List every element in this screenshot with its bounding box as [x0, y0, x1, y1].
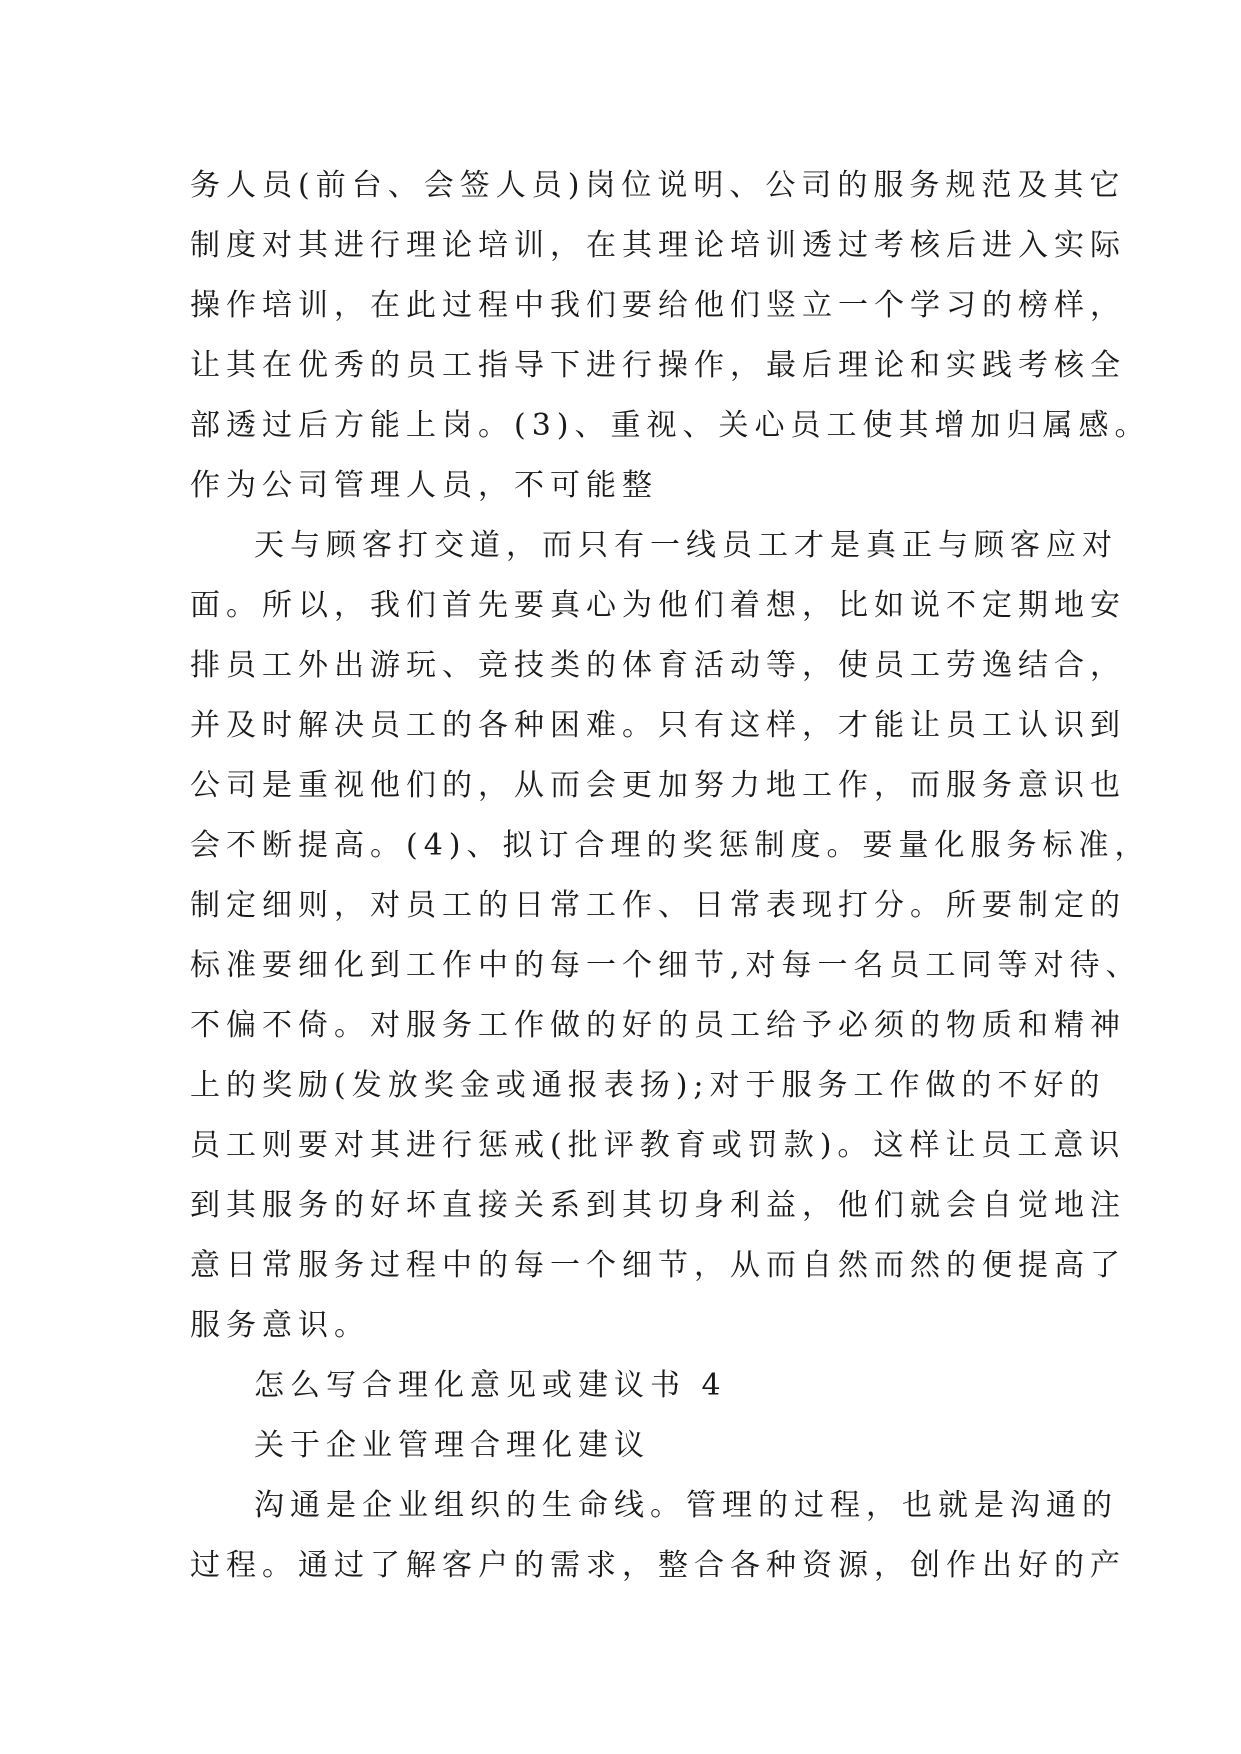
text-line: 作为公司管理人员，不可能整	[190, 468, 658, 503]
text-line: 公司是重视他们的，从而会更加努力地工作，而服务意识也	[190, 768, 1126, 803]
text-line: 上的奖励(发放奖金或通报表扬);对于服务工作做的不好的	[190, 1068, 1106, 1103]
text-line: 标准要细化到工作中的每一个细节,对每一名员工同等对待、	[190, 948, 1142, 983]
paragraph-start-line: 天与顾客打交道，而只有一线员工才是真正与顾客应对	[254, 528, 1118, 563]
text-line: 让其在优秀的员工指导下进行操作，最后理论和实践考核全	[190, 348, 1126, 383]
text-line: 服务意识。	[190, 1308, 370, 1343]
text-line: 员工则要对其进行惩戒(批评教育或罚款)。这样让员工意识	[190, 1128, 1126, 1163]
text-line: 操作培训，在此过程中我们要给他们竖立一个学习的榜样，	[190, 288, 1126, 323]
document-body	[190, 156, 1151, 1596]
text-line: 面。所以，我们首先要真心为他们着想，比如说不定期地安	[190, 588, 1126, 623]
text-line: 排员工外出游玩、竞技类的体育活动等，使员工劳逸结合，	[190, 648, 1126, 683]
section-subheading: 关于企业管理合理化建议	[254, 1428, 650, 1463]
paragraph-start-line: 沟通是企业组织的生命线。管理的过程，也就是沟通的	[254, 1488, 1118, 1523]
text-line: 务人员(前台、会签人员)岗位说明、公司的服务规范及其它	[190, 168, 1126, 203]
text-line: 部透过后方能上岗。(3)、重视、关心员工使其增加归属感。	[190, 408, 1151, 443]
text-line: 会不断提高。(4)、拟订合理的奖惩制度。要量化服务标准，	[190, 828, 1151, 863]
section-heading: 怎么写合理化意见或建议书 4	[254, 1368, 727, 1403]
text-line: 到其服务的好坏直接关系到其切身利益，他们就会自觉地注	[190, 1188, 1126, 1223]
text-line: 制定细则，对员工的日常工作、日常表现打分。所要制定的	[190, 888, 1126, 923]
text-line: 并及时解决员工的各种困难。只有这样，才能让员工认识到	[190, 708, 1126, 743]
text-line: 制度对其进行理论培训，在其理论培训透过考核后进入实际	[190, 228, 1126, 263]
text-line: 不偏不倚。对服务工作做的好的员工给予必须的物质和精神	[190, 1008, 1126, 1043]
text-line: 过程。通过了解客户的需求，整合各种资源，创作出好的产	[190, 1548, 1126, 1583]
text-line: 意日常服务过程中的每一个细节，从而自然而然的便提高了	[190, 1248, 1126, 1283]
